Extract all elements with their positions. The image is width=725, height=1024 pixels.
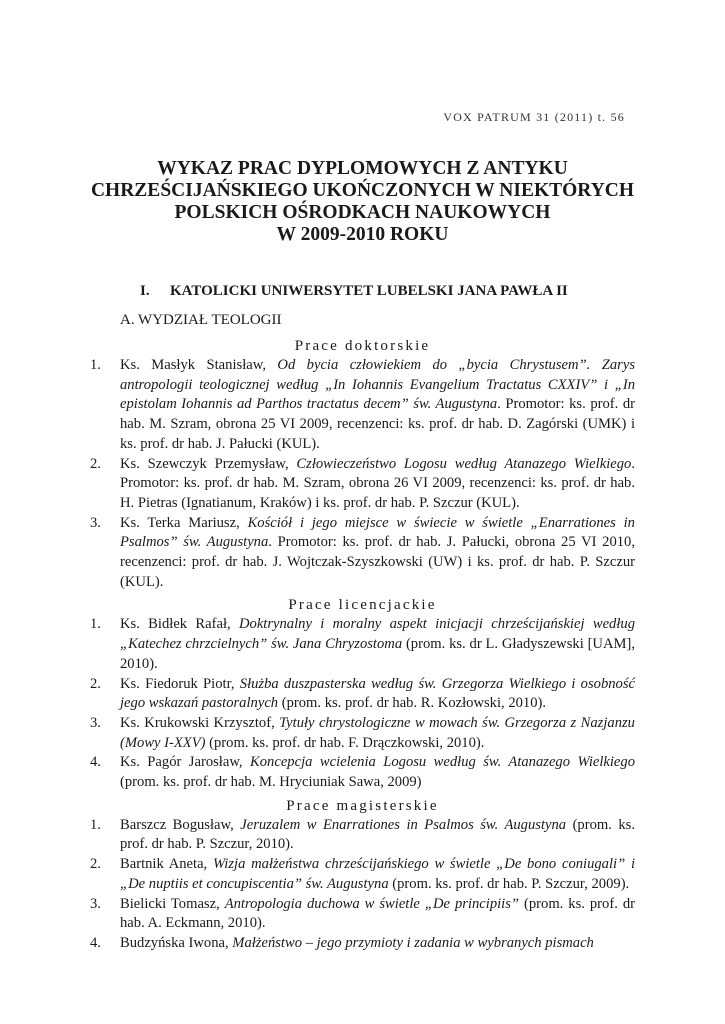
entry-text xyxy=(120,615,635,674)
title-line: W 2009-2010 ROKU xyxy=(276,224,449,245)
entry-segment: (prom. ks. prof. dr hab. P. Szczur, 2009). xyxy=(388,875,630,892)
list-item xyxy=(90,714,635,753)
group-licentiate xyxy=(90,595,635,792)
group-heading: Prace magisterskie xyxy=(286,797,439,814)
entry-number: 4. xyxy=(90,934,101,951)
work-title: Koncepcja wcielenia Logosu według św. Atanazego Wielkiego xyxy=(250,754,636,771)
entry-text xyxy=(120,895,635,934)
entry-text xyxy=(120,455,635,514)
list-item xyxy=(90,855,635,894)
entry-number: 1. xyxy=(90,816,101,833)
entry-number: 3. xyxy=(90,514,101,531)
running-head: VOX PATRUM 31 (2011) t. 56 xyxy=(443,110,625,124)
entry-segment: Ks. Bidłek Rafał, xyxy=(120,616,239,633)
entry-segment: Bartnik Aneta, xyxy=(120,856,213,873)
subsection-heading: A. WYDZIAŁ TEOLOGII xyxy=(120,312,282,328)
entry-segment: (prom. ks. prof. dr hab. F. Drączkowski, 2010). xyxy=(205,734,485,751)
page-title xyxy=(90,158,635,246)
entry-text xyxy=(120,934,635,954)
content xyxy=(90,336,635,957)
entry-list xyxy=(90,816,635,954)
entry-list xyxy=(90,356,635,592)
title-line: POLSKICH OŚRODKACH NAUKOWYCH xyxy=(174,202,551,223)
entry-number: 2. xyxy=(90,856,101,873)
section-heading xyxy=(140,283,568,300)
list-item xyxy=(90,615,635,674)
entry-number: 3. xyxy=(90,714,101,731)
entry-number: 1. xyxy=(90,616,101,633)
entry-text xyxy=(120,855,635,894)
work-title: Jeruzalem w Enarrationes in Psalmos św. Augustyna xyxy=(240,816,567,833)
entry-number: 2. xyxy=(90,455,101,472)
entry-segment: (prom. ks. prof. dr hab. M. Hryciuniak Sawa, 2009) xyxy=(120,774,422,791)
entry-segment: . Promotor: ks. prof. dr hab. J. Pałucki, obrona 25 VI 2010, recenzenci: prof. dr hab. J. Wojtczak-Szyszkowski (UW) i ks. prof. dr hab. P. Szczur (KUL). xyxy=(120,534,635,590)
work-title: Antropologia duchowa w świetle „De principiis” xyxy=(224,895,520,912)
list-item xyxy=(90,514,635,593)
list-item xyxy=(90,455,635,514)
group-heading: Prace doktorskie xyxy=(294,338,431,354)
entry-segment: Budzyńska Iwona, xyxy=(120,934,233,951)
entry-segment: (prom. ks. prof. dr hab. R. Kozłowski, 2010). xyxy=(278,695,547,712)
entry-segment: Ks. Fiedoruk Piotr, xyxy=(120,675,240,692)
entry-number: 3. xyxy=(90,895,101,912)
list-item xyxy=(90,895,635,934)
entry-text xyxy=(120,514,635,593)
entry-segment: Ks. Szewczyk Przemysław, xyxy=(120,455,297,472)
list-item xyxy=(90,753,635,792)
work-title: Wizja małżeństwa chrześcijańskiego w świetle „De bono coniugali” i „De nuptiis et concupiscentia” św. Augustyna xyxy=(120,856,635,892)
work-title: Małżeństwo – jego przymioty i zadania w wybranych pismach xyxy=(232,934,594,951)
entry-text xyxy=(120,816,635,855)
entry-segment: Barszcz Bogusław, xyxy=(120,816,241,833)
title-line: WYKAZ PRAC DYPLOMOWYCH Z ANTYKU xyxy=(157,158,568,179)
entry-segment: Ks. Krukowski Krzysztof, xyxy=(120,714,280,731)
entry-segment: (prom. ks. prof. dr hab. A. Eckmann, 2010). xyxy=(120,895,635,932)
entry-number: 1. xyxy=(90,357,101,373)
work-title: Od bycia człowiekiem do „bycia Chrystusem”. Zarys antropologii teologicznej według „In Iohannis Evangelium Tractatus CXXIV” i „In epistolam Iohannis ad Parthos tractatus decem” św. Augustyna xyxy=(120,357,635,413)
entry-list xyxy=(90,615,635,792)
entry-text xyxy=(120,356,635,455)
group-master xyxy=(90,796,635,954)
list-item xyxy=(90,934,635,954)
entry-text xyxy=(120,675,635,714)
entry-number: 4. xyxy=(90,754,101,771)
entry-segment: Bielicki Tomasz, xyxy=(120,895,225,912)
entry-segment: . Promotor: ks. prof. dr hab. M. Szram, obrona 26 VI 2009, recenzenci: ks. prof. dr hab. H. Pietras (Ignatianum, Kraków) i ks. prof. dr hab. P. Szczur (KUL). xyxy=(120,455,635,511)
group-heading: Prace licencjackie xyxy=(288,597,437,614)
work-title: Kościół i jego miejsce w świecie w świetle „Enarrationes in Psalmos” św. Augustyna xyxy=(120,514,635,551)
entry-segment: (prom. ks. prof. dr hab. P. Szczur, 2010). xyxy=(120,816,635,853)
entry-segment: . Promotor: ks. prof. dr hab. M. Szram, obrona 25 VI 2009, recenzenci: ks. prof. dr hab. D. Zagórski (UMK) i ks. prof. dr hab. J. Pałucki (KUL). xyxy=(120,396,635,452)
section-title: KATOLICKI UNIWERSYTET LUBELSKI JANA PAWŁA II xyxy=(170,283,568,299)
entry-segment: Ks. Terka Mariusz, xyxy=(120,514,248,531)
work-title: Człowieczeństwo Logosu według Atanazego Wielkiego xyxy=(296,455,632,472)
work-title: Doktrynalny i moralny aspekt inicjacji chrześcijańskiej według „Katechez chrzcielnych” św. Jana Chryzostoma xyxy=(120,616,635,653)
title-line: CHRZEŚCIJAŃSKIEGO UKOŃCZONYCH W NIEKTÓRYCH xyxy=(90,180,635,201)
entry-segment: Ks. Masłyk Stanisław, xyxy=(120,357,278,373)
list-item xyxy=(90,675,635,714)
entry-text xyxy=(120,714,635,753)
entry-segment: (prom. ks. dr L. Gładyszewski [UAM], 2010). xyxy=(120,636,635,672)
group-doctoral xyxy=(90,336,635,592)
list-item xyxy=(90,816,635,855)
section-number: I. xyxy=(140,283,150,299)
work-title: Tytuły chrystologiczne w mowach św. Grzegorza z Nazjanzu (Mowy I-XXV) xyxy=(120,714,635,751)
entry-segment: Ks. Pagór Jarosław, xyxy=(120,754,251,771)
entry-text xyxy=(120,753,635,792)
entry-number: 2. xyxy=(90,675,101,692)
list-item xyxy=(90,356,635,455)
work-title: Służba duszpasterska według św. Grzegorza Wielkiego i osobność jego wskazań pastoralnych xyxy=(120,675,635,712)
